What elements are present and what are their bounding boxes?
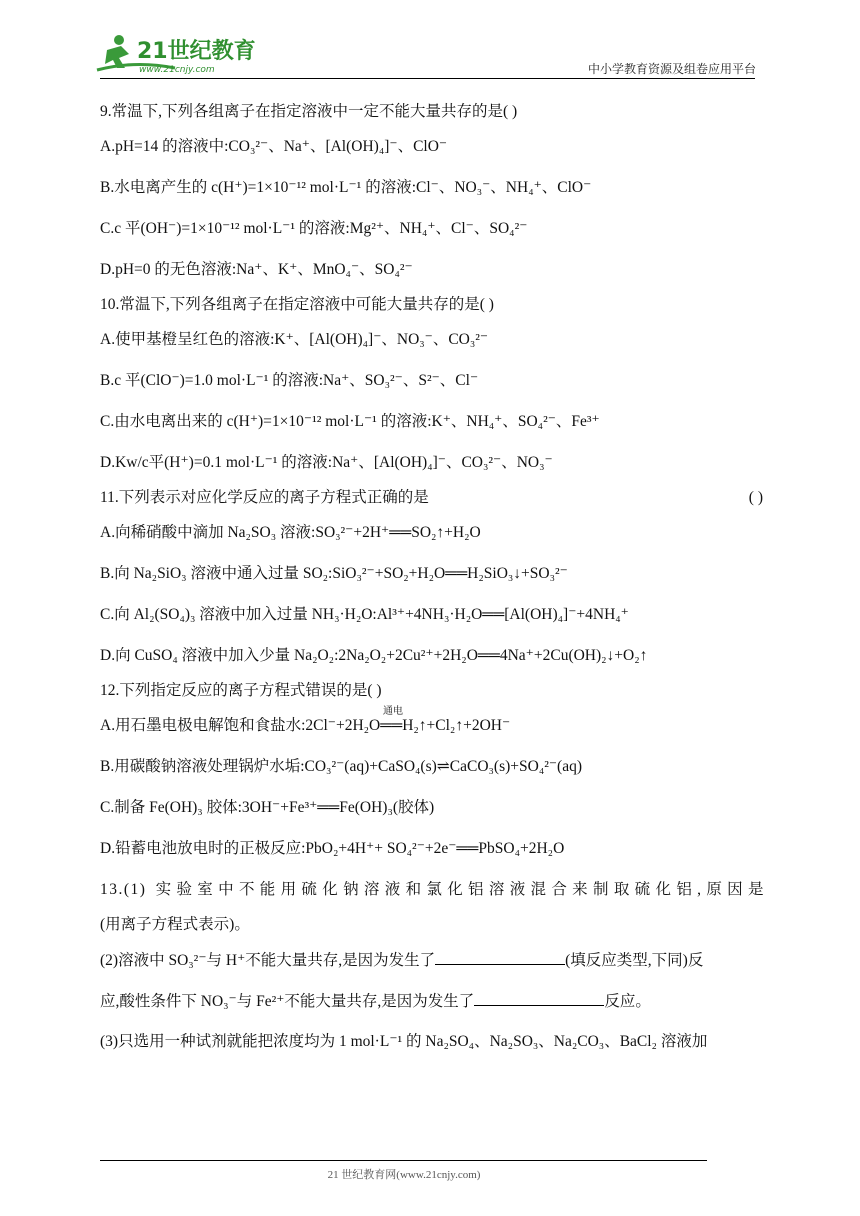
q9-option-b: B.水电离产生的 c(H⁺)=1×10⁻¹² mol·L⁻¹ 的溶液:Cl⁻、NO₃⁻、NH₄⁺、ClO⁻ bbox=[100, 179, 592, 196]
q11-option-d: D.向 CuSO₄ 溶液中加入少量 Na₂O₂:2Na₂O₂+2Cu²⁺+2H₂O══4Na⁺+2Cu(OH)₂↓+O₂↑ bbox=[100, 647, 648, 664]
q10-option-c: C.由水电离出来的 c(H⁺)=1×10⁻¹² mol·L⁻¹ 的溶液:K⁺、NH₄⁺、SO₄²⁻、Fe³⁺ bbox=[100, 413, 600, 430]
q12-option-c: C.制备 Fe(OH)₃ 胶体:3OH⁻+Fe³⁺══Fe(OH)₃(胶体) bbox=[100, 799, 435, 816]
answer-blank[interactable] bbox=[435, 950, 565, 965]
q10-option-d: D.Kw/c平(H⁺)=0.1 mol·L⁻¹ 的溶液:Na⁺、[Al(OH)₄]⁻、CO₃²⁻、NO₃⁻ bbox=[100, 454, 553, 471]
q12-option-a: 通电 A.用石墨电极电解饱和食盐水:2Cl⁻+2H₂O══H₂↑+Cl₂↑+2OH⁻ bbox=[100, 716, 765, 736]
q12-option-b: B.用碳酸钠溶液处理锅炉水垢:CO₃²⁻(aq)+CaSO₄(s)⇌CaCO₃(s)+SO₄²⁻(aq) bbox=[100, 758, 583, 775]
platform-name: 中小学教育资源及组卷应用平台 bbox=[587, 62, 756, 76]
q10-option-b: B.c 平(ClO⁻)=1.0 mol·L⁻¹ 的溶液:Na⁺、SO₃²⁻、S²⁻、Cl⁻ bbox=[100, 372, 479, 389]
q11-option-a: A.向稀硝酸中滴加 Na₂SO₃ 溶液:SO₃²⁻+2H⁺══SO₂↑+H₂O bbox=[100, 524, 481, 541]
q11-option-c: C.向 Al₂(SO₄)₃ 溶液中加入过量 NH₃·H₂O:Al³⁺+4NH₃·H₂O══[Al(OH)₄]⁻+4NH₄⁺ bbox=[100, 606, 629, 623]
q11-option-b: B.向 Na₂SiO₃ 溶液中通入过量 SO₂:SiO₃²⁻+SO₂+H₂O══H₂SiO₃↓+SO₃²⁻ bbox=[100, 565, 568, 582]
svg-text:21世纪教育: 21世纪教育 bbox=[137, 39, 256, 64]
q13-part1-line2: (用离子方程式表示)。 bbox=[100, 916, 250, 933]
q13-part2-line2: 应,酸性条件下 NO₃⁻与 Fe²⁺不能大量共存,是因为发生了 反应。 bbox=[100, 993, 651, 1010]
q11-stem: 11.下列表示对应化学反应的离子方程式正确的是 ( ) bbox=[100, 489, 763, 506]
q10-stem: 10.常温下,下列各组离子在指定溶液中可能大量共存的是( ) bbox=[100, 296, 494, 313]
answer-blank[interactable] bbox=[474, 991, 604, 1006]
q12-stem: 12.下列指定反应的离子方程式错误的是( ) bbox=[100, 682, 382, 699]
q9-option-a: A.pH=14 的溶液中:CO₃²⁻、Na⁺、[Al(OH)₄]⁻、ClO⁻ bbox=[100, 138, 448, 155]
logo-icon bbox=[95, 30, 265, 76]
q9-option-d: D.pH=0 的无色溶液:Na⁺、K⁺、MnO₄⁻、SO₄²⁻ bbox=[100, 261, 413, 278]
footer-divider bbox=[100, 1160, 707, 1161]
answer-bracket: ( ) bbox=[748, 489, 763, 506]
q10-option-a: A.使甲基橙呈红色的溶液:K⁺、[Al(OH)₄]⁻、NO₃⁻、CO₃²⁻ bbox=[100, 331, 489, 348]
page-footer: 21 世纪教育网(www.21cnjy.com) bbox=[327, 1169, 481, 1181]
q9-stem: 9.常温下,下列各组离子在指定溶液中一定不能大量共存的是( ) bbox=[100, 103, 518, 120]
q13-part1-line1: 13.(1) 实验室中不能用硫化钠溶液和氯化铝溶液混合来制取硫化铝,原因是 bbox=[100, 881, 765, 898]
svg-text:www.21cnjy.com: www.21cnjy.com bbox=[139, 65, 215, 75]
q13-part3-line1: (3)只选用一种试剂就能把浓度均为 1 mol·L⁻¹ 的 Na₂SO₄、Na₂SO₃、Na₂CO₃、BaCl₂ 溶液加 bbox=[100, 1033, 708, 1050]
page-header bbox=[95, 30, 760, 80]
q12-option-d: D.铅蓄电池放电时的正极反应:PbO₂+4H⁺+ SO₄²⁻+2e⁻══PbSO₄+2H₂O bbox=[100, 840, 565, 857]
q13-part2-line1: (2)溶液中 SO₃²⁻与 H⁺不能大量共存,是因为发生了 (填反应类型,下同)反 bbox=[100, 952, 704, 969]
header-divider bbox=[100, 78, 755, 79]
q9-option-c: C.c 平(OH⁻)=1×10⁻¹² mol·L⁻¹ 的溶液:Mg²⁺、NH₄⁺、Cl⁻、SO₄²⁻ bbox=[100, 220, 528, 237]
question-content bbox=[100, 102, 765, 1073]
electrolysis-condition: 通电 bbox=[383, 706, 403, 717]
